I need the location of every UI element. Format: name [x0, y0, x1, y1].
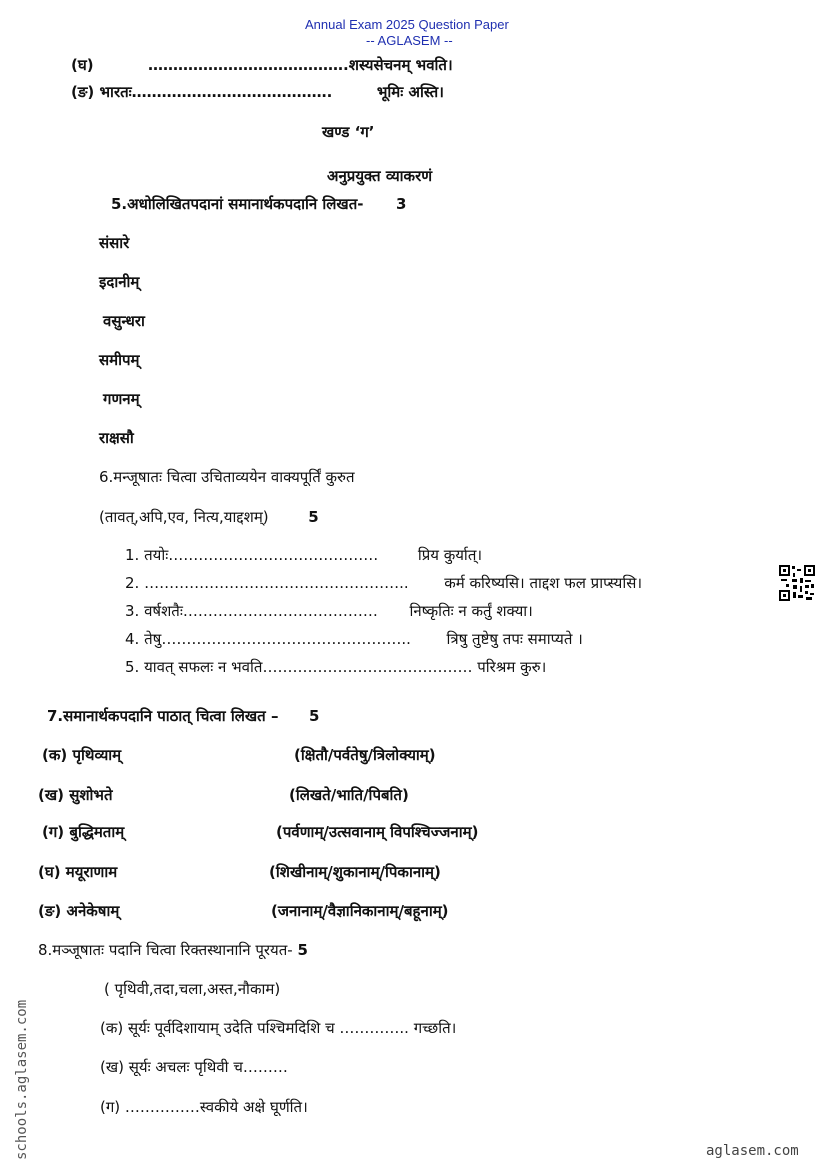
header-title: Annual Exam 2025 Question Paper	[305, 17, 509, 32]
q6-item	[125, 601, 533, 621]
q5-heading-text: 5.अधोलिखितपदानां समानार्थकपदानि लिखत-	[111, 195, 364, 213]
q4-lead: भारतः	[99, 83, 132, 101]
q6-item-blank: …………………………………………..	[161, 630, 411, 648]
q6-item-post: कर्म करिष्यसि। ताद्दश फल प्राप्स्यसि।	[444, 574, 643, 592]
q5-heading	[111, 194, 406, 214]
q4-text: .शस्यसेचनम् भवति।	[343, 56, 453, 74]
q6-item-num: 1.	[125, 546, 140, 564]
q4-mark: (ङ)	[71, 83, 95, 101]
q6-item-pre: यावत् सफलः न भवति	[144, 658, 263, 676]
q6-item-num: 5.	[125, 658, 140, 676]
section-subtitle: अनुप्रयुक्त व्याकरणं	[327, 167, 433, 185]
q6-item	[125, 657, 546, 677]
q6-heading: 6.मन्जूषातः चित्वा उचिताव्ययेन वाक्यपूर्तिं कुरुत	[99, 468, 355, 486]
q6-item	[125, 629, 583, 649]
q7-row-label: (ङ) अनेकेषाम्	[38, 902, 120, 920]
q5-word: समीपम्	[99, 351, 140, 369]
q4-item-nga	[71, 82, 444, 102]
q5-word: संसारे	[99, 234, 130, 252]
q6-box-text: (तावत्,अपि,एव, नित्य,याद्दशम्)	[99, 508, 269, 526]
q6-item-pre: तयोः	[144, 546, 169, 564]
q7-row-options: (पर्वणाम्/उत्सवानाम् विपश्चिज्जनाम्)	[276, 823, 479, 841]
q8-item: (ख) सूर्यः अचलः पृथिवी च………	[100, 1058, 288, 1076]
q8-item: (क) सूर्यः पूर्वदिशायाम् उदेति पश्चिमदिशि च ………….. गच्छति।	[100, 1019, 457, 1037]
q6-item	[125, 545, 482, 565]
q8-heading	[38, 940, 308, 960]
q7-heading-text: 7.समानार्थकपदानि पाठात् चित्वा लिखत –	[47, 707, 279, 725]
q5-word: गणनम्	[103, 390, 140, 408]
q6-item-num: 4.	[125, 630, 140, 648]
side-watermark: schools.aglasem.com	[14, 999, 30, 1160]
q6-item-post: प्रिय कुर्यात्।	[417, 546, 483, 564]
q7-row-options: (लिखते/भाति/पिबति)	[289, 786, 409, 804]
section-title: खण्ड ‘ग’	[322, 123, 375, 141]
q7-marks: 5	[308, 707, 320, 725]
q6-item-blank: ……………………………………	[168, 546, 379, 564]
q6-item-blank: ……………………………………	[262, 658, 473, 676]
q4-text: भूमिः अस्ति।	[376, 83, 444, 101]
q7-row-options: (क्षितौ/पर्वतेषु/त्रिलोक्याम्)	[294, 746, 436, 764]
q6-item-blank: …………………………………	[182, 602, 378, 620]
q4-blank: ………………………………….	[131, 83, 333, 101]
q5-word: वसुन्धरा	[103, 312, 145, 330]
footer-watermark: aglasem.com	[706, 1143, 799, 1159]
q5-marks: 3	[395, 195, 407, 213]
q8-marks: 5	[297, 941, 308, 959]
q8-item: (ग) ……………स्वकीये अक्षे घूर्णति।	[100, 1098, 308, 1116]
q4-mark: (घ)	[71, 56, 94, 74]
q4-item-gha	[71, 55, 453, 75]
q8-word-box: ( पृथिवी,तदा,चला,अस्त,नौकाम)	[104, 980, 281, 998]
q6-item-pre: तेषु	[144, 630, 162, 648]
q4-blank: …………………………………	[148, 56, 344, 74]
q5-word: राक्षसौ	[99, 429, 134, 447]
q8-heading-text: 8.मञ्जूषातः पदानि चित्वा रिक्तस्थानानि पूरयत-	[38, 941, 293, 959]
q5-word: इदानीम्	[99, 273, 140, 291]
q7-heading	[47, 706, 319, 726]
header-brand: -- AGLASEM --	[366, 33, 453, 48]
q6-item-pre: वर्षशतैः	[144, 602, 183, 620]
q7-row-label: (घ) मयूराणाम	[38, 863, 118, 881]
q6-item	[125, 573, 642, 593]
q7-row-options: (जनानाम्/वैज्ञानिकानाम्/बहूनाम्)	[271, 902, 449, 920]
q6-item-post: त्रिषु तुष्टेषु तपः समाप्यते ।	[446, 630, 583, 648]
q6-item-post: निष्कृतिः न कर्तुं शक्या।	[409, 602, 533, 620]
q6-item-blank: ……………………………………………..	[144, 574, 409, 592]
q7-row-label: (ग) बुद्धिमताम्	[42, 823, 125, 841]
q7-row-label: (ख) सुशोभते	[38, 786, 113, 804]
qr-code-icon	[778, 564, 816, 602]
q6-item-num: 3.	[125, 602, 140, 620]
q6-word-box	[99, 507, 319, 527]
q6-item-post: परिश्रम कुरु।	[477, 658, 547, 676]
q6-marks: 5	[308, 508, 319, 526]
q7-row-options: (शिखीनाम्/शुकानाम्/पिकानाम्)	[269, 863, 441, 881]
q6-item-num: 2.	[125, 574, 140, 592]
q7-row-label: (क) पृथिव्याम्	[42, 746, 122, 764]
